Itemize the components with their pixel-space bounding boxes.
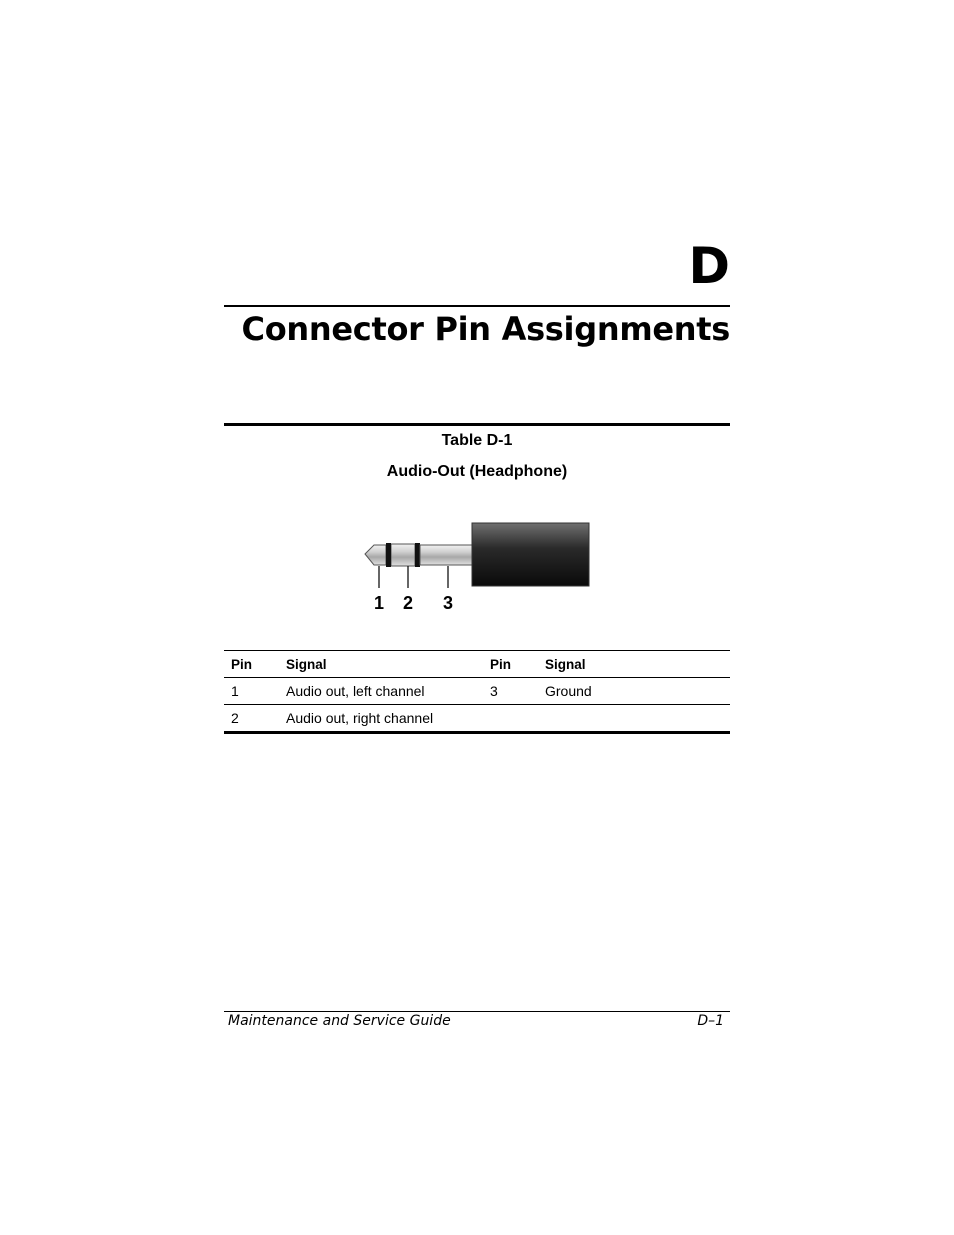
footer-guide-title: Maintenance and Service Guide — [228, 1013, 451, 1029]
cell-signal: Ground — [545, 683, 592, 699]
cell-signal: Audio out, right channel — [286, 710, 434, 726]
plug-sleeve — [420, 545, 472, 565]
headphone-plug-illustration — [360, 518, 595, 618]
cell-signal — [538, 705, 730, 733]
cell-pin — [483, 705, 538, 733]
table-header-row — [224, 651, 730, 678]
cell-pin: 2 — [231, 710, 239, 726]
header-pin-2: Pin — [490, 656, 512, 672]
headphone-plug-figure — [360, 518, 595, 618]
footer-page-number: D–1 — [697, 1013, 724, 1029]
table-row — [224, 705, 730, 733]
footer-rule — [224, 1011, 730, 1012]
chapter-title: Connector Pin Assignments — [241, 310, 730, 348]
callout-2: 2 — [402, 593, 414, 613]
plug-housing — [472, 523, 589, 586]
insulator-band-2 — [415, 543, 420, 567]
cell-pin: 3 — [490, 683, 498, 699]
header-signal-2: Signal — [545, 656, 586, 672]
table-number: Table D-1 — [441, 432, 513, 449]
callout-3: 3 — [442, 593, 454, 613]
header-signal-1: Signal — [286, 656, 327, 672]
plug-ring — [391, 544, 415, 566]
table-top-rule — [224, 423, 730, 426]
insulator-band-1 — [386, 543, 391, 567]
plug-tip — [365, 545, 386, 565]
callout-1: 1 — [373, 593, 385, 613]
table-name: Audio-Out (Headphone) — [386, 463, 568, 480]
header-pin-1: Pin — [231, 656, 253, 672]
chapter-letter: D — [688, 237, 730, 295]
cell-pin: 1 — [231, 683, 239, 699]
cell-signal: Audio out, left channel — [286, 683, 425, 699]
pin-assignment-table — [224, 650, 730, 734]
table-row — [224, 678, 730, 705]
